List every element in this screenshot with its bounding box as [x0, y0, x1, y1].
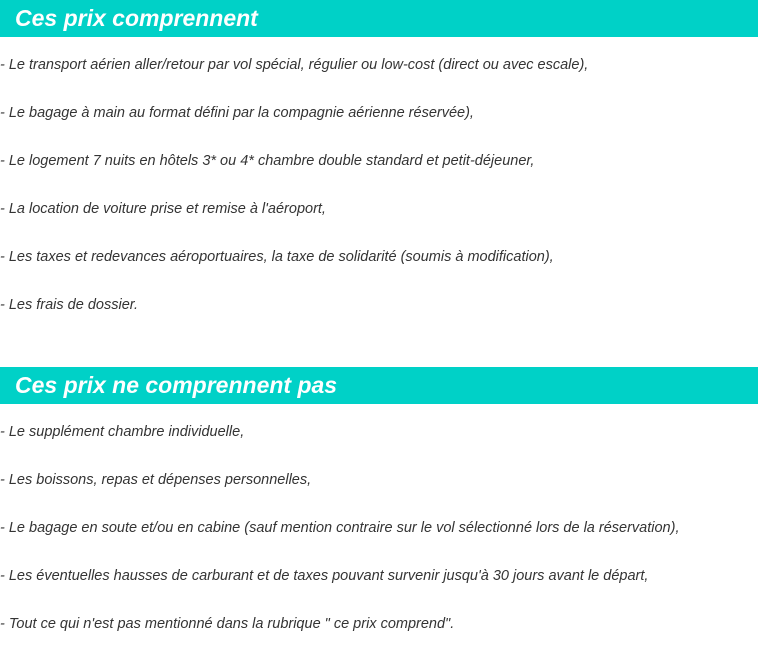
list-item: - Le bagage en soute et/ou en cabine (sauf mention contraire sur le vol sélectionné lors de la réservation),: [0, 520, 680, 536]
list-item: - Les taxes et redevances aéroportuaires, la taxe de solidarité (soumis à modification),: [0, 249, 554, 265]
list-item: - Le bagage à main au format défini par la compagnie aérienne réservée),: [0, 105, 474, 121]
excluded-section-title: Ces prix ne comprennent pas: [15, 372, 338, 398]
included-section-header: [0, 0, 758, 37]
excluded-section-header: [0, 367, 758, 404]
included-list: [0, 55, 588, 343]
included-section-title: Ces prix comprennent: [15, 5, 258, 31]
excluded-list: [0, 422, 679, 652]
list-item: - Les frais de dossier.: [0, 297, 139, 313]
list-item: - Le transport aérien aller/retour par vol spécial, régulier ou low-cost (direct ou avec escale),: [0, 57, 589, 73]
list-item: - Le supplément chambre individuelle,: [0, 424, 245, 440]
list-item: - Les éventuelles hausses de carburant et de taxes pouvant survenir jusqu'à 30 jours avant le départ,: [0, 568, 649, 584]
list-item: - Tout ce qui n'est pas mentionné dans la rubrique " ce prix comprend".: [0, 616, 455, 632]
list-item: - Le logement 7 nuits en hôtels 3* ou 4* chambre double standard et petit-déjeuner,: [0, 153, 535, 169]
list-item: - La location de voiture prise et remise à l'aéroport,: [0, 201, 326, 217]
list-item: - Les boissons, repas et dépenses personnelles,: [0, 472, 312, 488]
